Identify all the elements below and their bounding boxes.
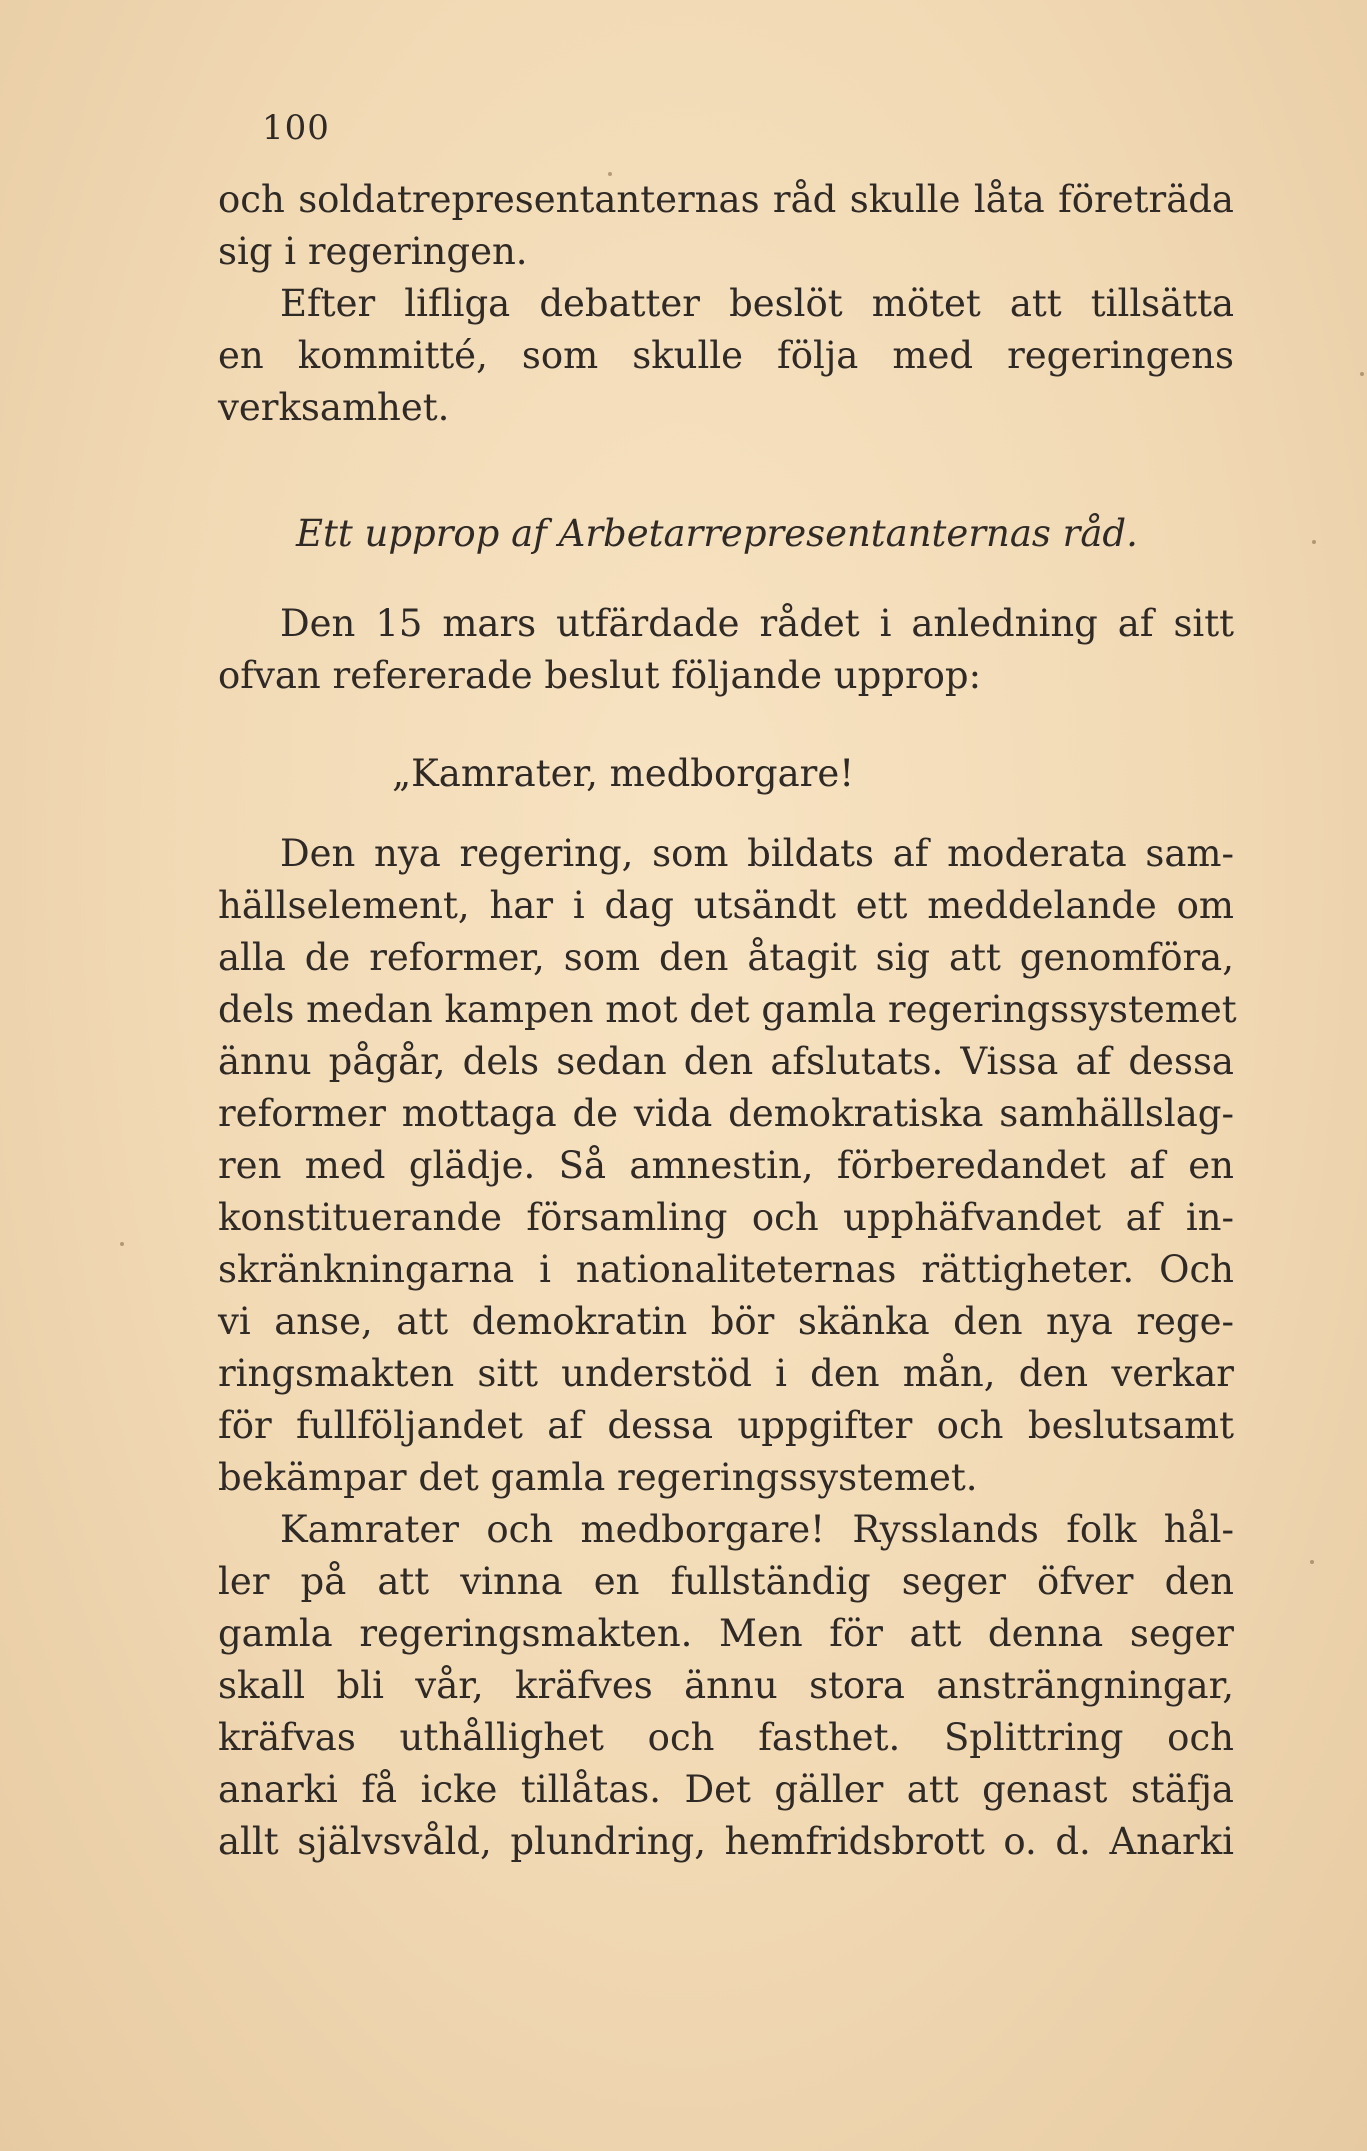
text-line: vi anse, att demokratin bör skänka den nya rege- [218,1300,1234,1343]
text-line: för fullföljandet af dessa uppgifter och beslutsamt [218,1404,1234,1447]
salutation: „Kamrater, medborgare! [392,752,855,795]
text-line: Den nya regering, som bildats af moderata sam- [280,832,1234,875]
text-line: allt självsvåld, plundring, hemfridsbrott o. d. Anarki [218,1820,1234,1863]
text-line: Efter lifliga debatter beslöt mötet att tillsätta [280,282,1234,325]
paragraph-committee [218,174,1234,434]
section-heading: Ett upprop af Arbetarrepresentanternas råd. [296,512,1138,555]
text-line: ännu pågår, dels sedan den afslutats. Vissa af dessa [218,1040,1234,1083]
text-line: skall bli vår, kräfves ännu stora ansträngningar, [218,1664,1234,1707]
text-line: ren med glädje. Så amnestin, förberedandet af en [218,1144,1234,1187]
text-line: verksamhet. [218,386,450,429]
text-line: bekämpar det gamla regeringssystemet. [218,1456,978,1499]
text-line: ler på att vinna en fullständig seger öfver den [218,1560,1234,1603]
text-line: kräfvas uthållighet och fasthet. Splittring och [218,1716,1234,1759]
text-line: hällselement, har i dag utsändt ett meddelande om [218,884,1234,927]
paper-speck [608,172,612,176]
text-line: reformer mottaga de vida demokratiska samhällslag- [218,1092,1234,1135]
text-line: Kamrater och medborgare! Rysslands folk hål- [280,1508,1234,1551]
paragraph-intro [218,598,1234,702]
paper-speck [1312,540,1316,544]
text-line: dels medan kampen mot det gamla regeringssystemet [218,988,1237,1031]
text-line: konstituerande församling och upphäfvandet af in- [218,1196,1234,1239]
text-line: och soldatrepresentanternas råd skulle låta företräda [218,178,1234,221]
paper-speck [120,1242,124,1246]
text-line: anarki få icke tillåtas. Det gäller att genast stäfja [218,1768,1234,1811]
text-line: ofvan refererade beslut följande upprop: [218,654,982,697]
text-line: en kommitté, som skulle följa med regeringens [218,334,1234,377]
text-line: skränkningarna i nationaliteternas rättigheter. Och [218,1248,1234,1291]
page-number: 100 [262,108,330,148]
text-line: Den 15 mars utfärdade rådet i anledning af sitt [280,602,1234,645]
text-line: sig i regeringen. [218,230,528,273]
paper-speck [1360,372,1364,376]
text-line: alla de reformer, som den åtagit sig att genomföra, [218,936,1234,979]
text-line: gamla regeringsmakten. Men för att denna seger [218,1612,1234,1655]
paper-speck [1310,1560,1314,1564]
text-line: ringsmakten sitt understöd i den mån, den verkar [218,1352,1234,1395]
paragraph-appeal [218,828,1237,1868]
